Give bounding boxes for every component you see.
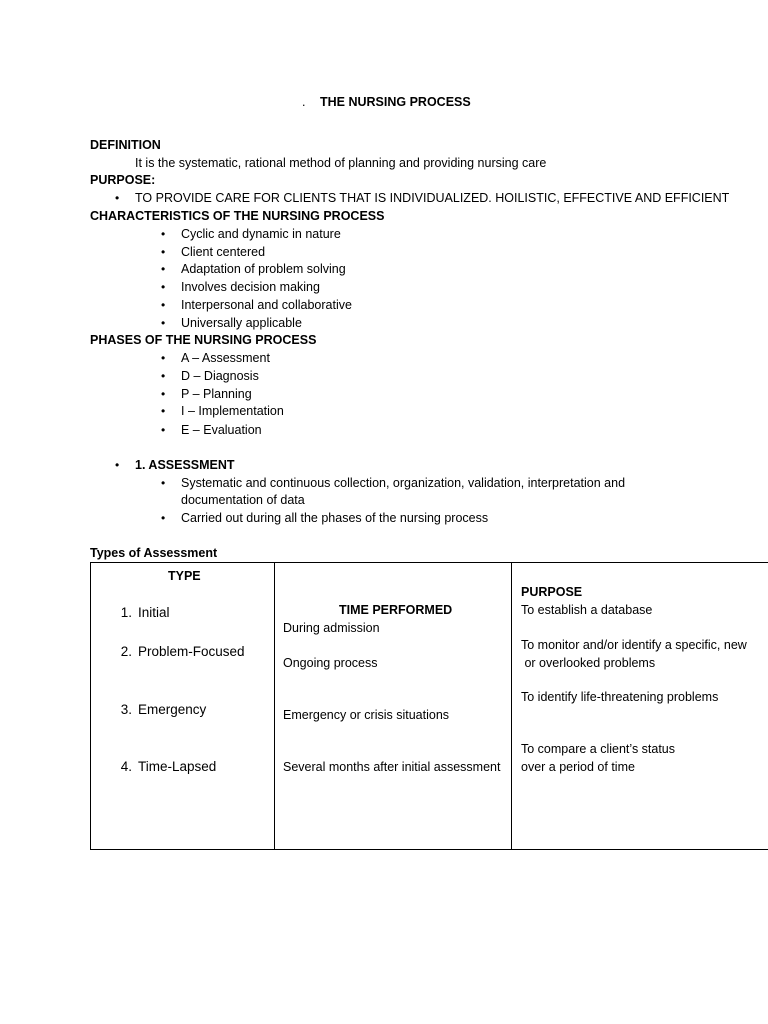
phases-heading: PHASES OF THE NURSING PROCESS bbox=[90, 333, 317, 347]
row-purpose: To identify life-threatening problems bbox=[521, 690, 719, 704]
characteristic-item bbox=[161, 226, 341, 244]
table-row-type bbox=[110, 701, 206, 719]
row-time-performed: Ongoing process bbox=[283, 656, 378, 670]
phase-item bbox=[161, 403, 284, 421]
bullet-icon: • bbox=[161, 280, 166, 294]
bullet-icon: • bbox=[161, 369, 166, 383]
phase-item bbox=[161, 368, 259, 386]
bullet-icon: • bbox=[115, 458, 120, 472]
bullet-icon: • bbox=[161, 316, 166, 330]
characteristic-item-text: Interpersonal and collaborative bbox=[181, 298, 352, 312]
phase-item-text: D – Diagnosis bbox=[181, 369, 259, 383]
characteristics-heading: CHARACTERISTICS OF THE NURSING PROCESS bbox=[90, 209, 385, 223]
row-number: 3. bbox=[120, 702, 132, 717]
phase-item-text: P – Planning bbox=[181, 387, 252, 401]
phase-item-text: I – Implementation bbox=[181, 404, 284, 418]
assessment-heading-item bbox=[115, 457, 235, 475]
table-border-top bbox=[90, 562, 768, 563]
purpose-heading: PURPOSE: bbox=[90, 173, 156, 187]
row-time-performed: Several months after initial assessment bbox=[283, 760, 501, 774]
characteristic-item bbox=[161, 279, 320, 297]
characteristic-item-text: Involves decision making bbox=[181, 280, 320, 294]
table-caption: Types of Assessment bbox=[90, 546, 218, 560]
page-title: THE NURSING PROCESS bbox=[320, 95, 471, 109]
characteristic-item-text: Adaptation of problem solving bbox=[181, 262, 346, 276]
bullet-icon: • bbox=[161, 511, 166, 525]
characteristic-item bbox=[161, 244, 266, 262]
row-number: 1. bbox=[120, 605, 132, 620]
bullet-icon: • bbox=[161, 227, 166, 241]
definition-text: It is the systematic, rational method of planning and providing nursing care bbox=[135, 156, 547, 170]
bullet-icon: • bbox=[161, 476, 166, 490]
row-purpose-continuation: or overlooked problems bbox=[521, 656, 656, 670]
row-type-label: Problem-Focused bbox=[138, 644, 245, 659]
table-border-bottom bbox=[90, 849, 768, 850]
phase-item bbox=[161, 350, 270, 368]
phase-item bbox=[161, 422, 262, 440]
table-row-type bbox=[110, 758, 216, 776]
assessment-item-continuation: documentation of data bbox=[181, 493, 305, 507]
table-divider-2 bbox=[511, 562, 512, 850]
row-purpose: To establish a database bbox=[521, 603, 653, 617]
table-row-type bbox=[110, 643, 245, 661]
title-prefix: . bbox=[302, 95, 306, 109]
bullet-icon: • bbox=[115, 191, 120, 205]
table-divider-1 bbox=[274, 562, 275, 850]
characteristic-item bbox=[161, 297, 352, 315]
bullet-icon: • bbox=[161, 262, 166, 276]
row-purpose: To compare a client’s status bbox=[521, 742, 676, 756]
bullet-icon: • bbox=[161, 404, 166, 418]
purpose-item-text: TO PROVIDE CARE FOR CLIENTS THAT IS INDIVIDUALIZED. HOILISTIC, EFFECTIVE AND EFFICIENT bbox=[135, 191, 730, 205]
row-time-performed: Emergency or crisis situations bbox=[283, 708, 450, 722]
row-type-label: Emergency bbox=[138, 702, 207, 717]
bullet-icon: • bbox=[161, 298, 166, 312]
row-type-label: Initial bbox=[138, 605, 170, 620]
bullet-icon: • bbox=[161, 245, 166, 259]
assessment-item-text: Systematic and continuous collection, organization, validation, interpretation and bbox=[181, 476, 626, 490]
row-number: 2. bbox=[120, 644, 132, 659]
definition-heading: DEFINITION bbox=[90, 138, 161, 152]
characteristic-item-text: Client centered bbox=[181, 245, 266, 259]
characteristic-item bbox=[161, 261, 346, 279]
bullet-icon: • bbox=[161, 423, 166, 437]
purpose-item bbox=[115, 190, 730, 208]
row-time-performed: During admission bbox=[283, 621, 380, 635]
assessment-item-text: Carried out during all the phases of the nursing process bbox=[181, 511, 489, 525]
row-purpose: To monitor and/or identify a specific, new bbox=[521, 638, 747, 652]
bullet-icon: • bbox=[161, 351, 166, 365]
phase-item-text: A – Assessment bbox=[181, 351, 270, 365]
row-purpose-continuation: over a period of time bbox=[521, 760, 635, 774]
table-header-type: TYPE bbox=[168, 569, 201, 583]
assessment-item bbox=[161, 510, 489, 528]
phase-item bbox=[161, 386, 252, 404]
bullet-icon: • bbox=[161, 387, 166, 401]
characteristic-item bbox=[161, 315, 302, 333]
row-number: 4. bbox=[120, 759, 132, 774]
row-type-label: Time-Lapsed bbox=[138, 759, 217, 774]
table-header-time: TIME PERFORMED bbox=[339, 603, 453, 617]
assessment-item bbox=[161, 475, 626, 493]
table-border-left bbox=[90, 562, 91, 850]
table-row-type bbox=[110, 604, 170, 622]
table-header-purpose: PURPOSE bbox=[521, 585, 583, 599]
phase-item-text: E – Evaluation bbox=[181, 423, 262, 437]
assessment-heading: 1. ASSESSMENT bbox=[135, 458, 235, 472]
characteristic-item-text: Universally applicable bbox=[181, 316, 302, 330]
characteristic-item-text: Cyclic and dynamic in nature bbox=[181, 227, 341, 241]
